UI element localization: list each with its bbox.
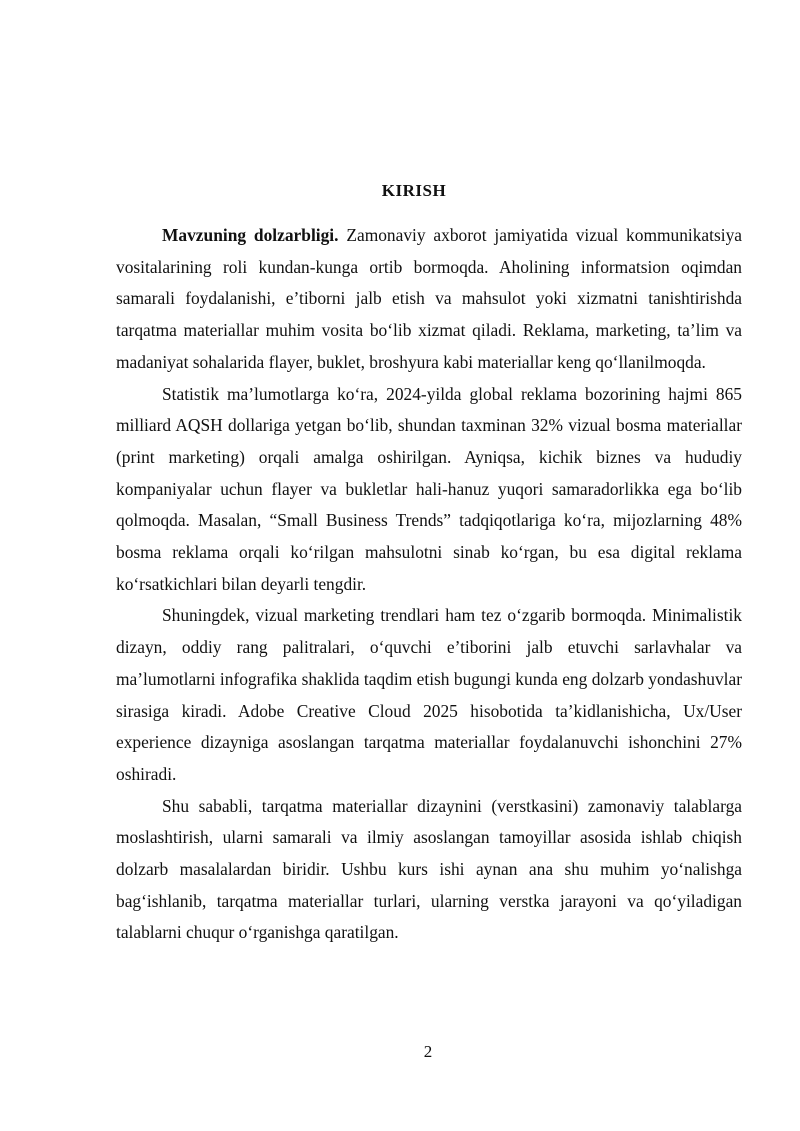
paragraph-conclusion: Shu sababli, tarqatma materiallar dizaynini (verstkasini) zamonaviy talablarga moslashtirish, ularni samarali va ilmiy asoslangan tamoyillar asosida ishlab chiqish dolzarb masalalardan biridir. Ushbu kurs ishi aynan ana shu muhim yo‘nalishga bag‘ishlanib, tarqatma materiallar turlari, ularning verstka jarayoni va qo‘yiladigan talablarni chuqur o‘rganishga qaratilgan. <box>116 795 742 943</box>
section-heading: KIRISH <box>381 181 447 200</box>
page-number: 2 <box>423 1042 433 1061</box>
paragraph-trends: Shuningdek, vizual marketing trendlari ham tez o‘zgarib bormoqda. Minimalistik dizayn, oddiy rang palitralari, o‘quvchi e’tiborini jalb etuvchi sarlavhalar va ma’lumotlarni infografika shaklida taqdim etish bugungi kunda eng dolzarb yondashuvlar sirasiga kiradi. Adobe Creative Cloud 2025 hisobotida ta’kidlanishicha, Ux/User experience dizayniga asoslangan tarqatma materiallar foydalanuvchi ishonchini 27% oshiradi. <box>116 605 742 784</box>
paragraph-text: Zamonaviy axborot jamiyatida vizual kommunikatsiya vositalarining roli kundan-kunga ortib bormoqda. Aholining informatsion oqimdan samarali foydalanishi, e’tiborni jalb etish va mahsulot yoki xizmatni tanishtirishda tarqatma materiallar muhim vosita bo‘lib xizmat qiladi. Reklama, marketing, ta’lim va madaniyat sohalarida flayer, buklet, broshyura kabi materiallar keng qo‘llanilmoqda. <box>116 225 742 372</box>
paragraph-relevance <box>116 220 742 379</box>
paragraph-lead: Mavzuning dolzarbligi. <box>162 225 339 245</box>
paragraph-statistics: Statistik ma’lumotlarga ko‘ra, 2024-yilda global reklama bozorining hajmi 865 milliard AQSH dollariga yetgan bo‘lib, shundan taxminan 32% vizual bosma materiallar (print marketing) orqali amalga oshirilgan. Ayniqsa, kichik biznes va hududiy kompaniyalar uchun flayer va bukletlar hali-hanuz yuqori samaradorlikka ega bo‘lib qolmoqda. Masalan, “Small Business Trends” tadqiqotlariga ko‘ra, mijozlarning 48% bosma reklama orqali ko‘rilgan mahsulotni sinab ko‘rgan, bu esa digital reklama ko‘rsatkichlari bilan deyarli tengdir. <box>116 383 742 594</box>
body-text <box>116 220 742 949</box>
